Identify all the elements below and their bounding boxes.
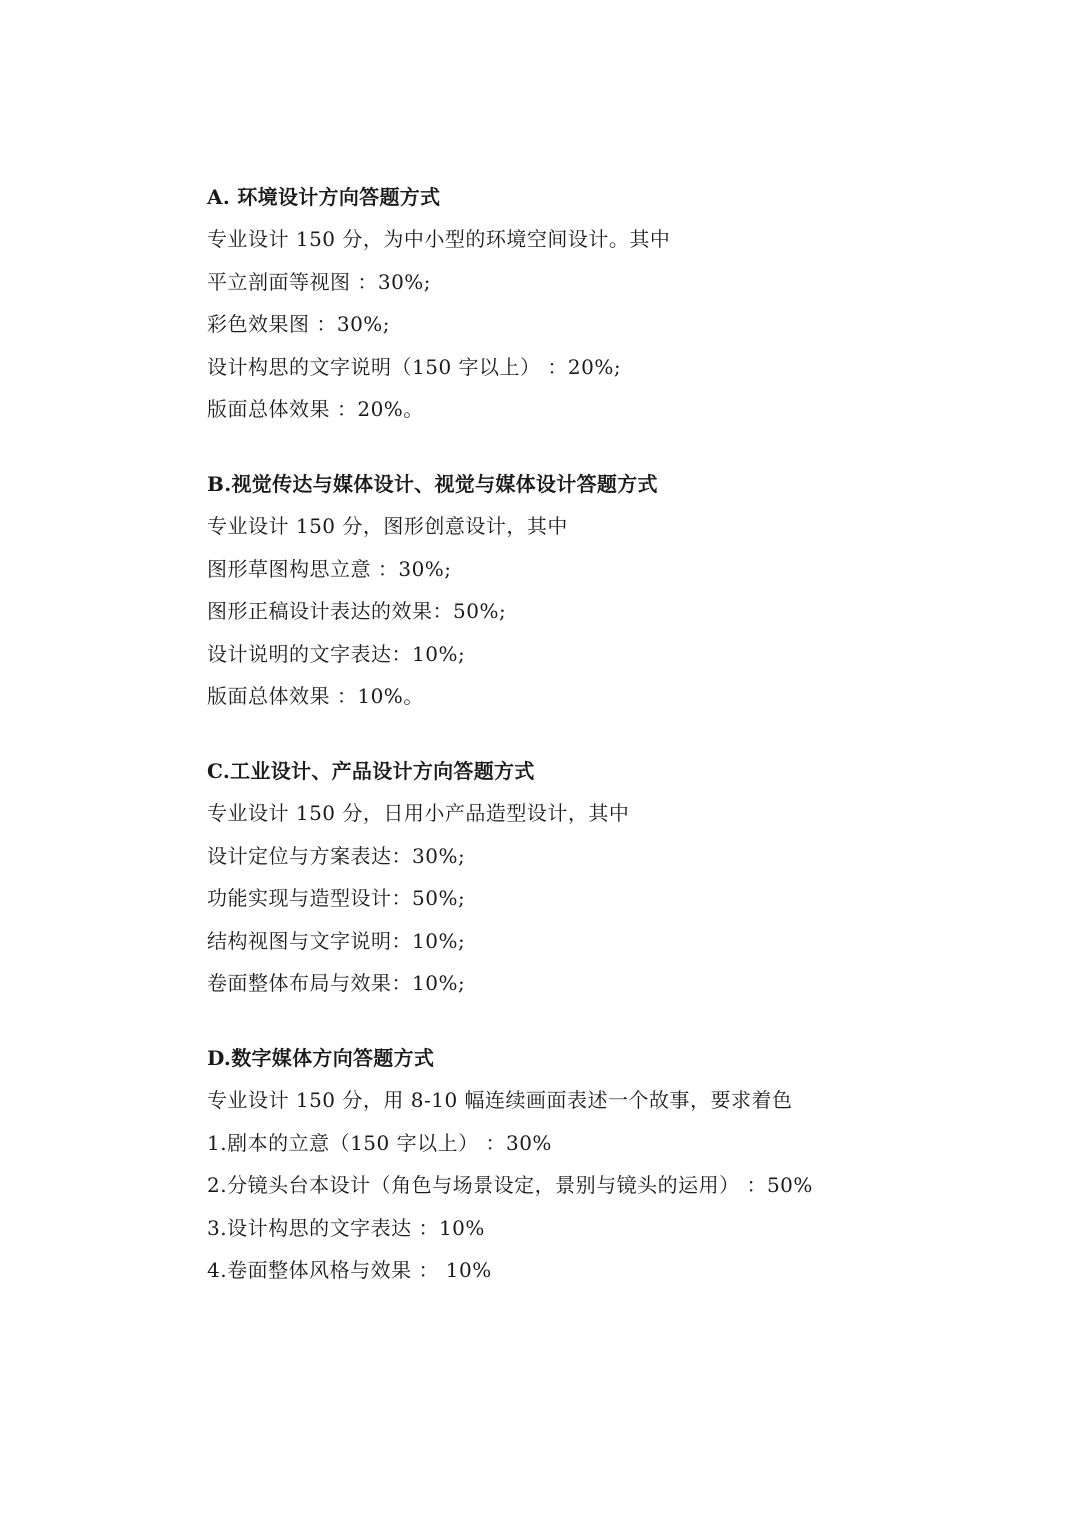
section-line: 卷面整体布局与效果：10%; [207, 971, 466, 996]
section-line: 设计构思的文字说明（150 字以上） ：20%; [207, 354, 622, 379]
section-line: 设计定位与方案表达：30%; [207, 843, 466, 868]
section-line: 平立剖面等视图 ：30%; [207, 269, 432, 294]
section-line: 专业设计 150 分，日用小产品造型设计，其中 [207, 800, 630, 825]
section-line: 专业设计 150 分，用 8-10 幅连续画面表述一个故事，要求着色 [207, 1087, 793, 1112]
section-line: 2.分镜头台本设计（角色与场景设定，景别与镜头的运用） ：50% [207, 1173, 813, 1198]
section-line: 功能实现与造型设计：50%; [207, 886, 466, 911]
section-line: 设计说明的文字表达：10%; [207, 641, 466, 666]
document-page [207, 176, 1007, 1292]
section-visual-communication [207, 463, 1007, 718]
section-heading: B.视觉传达与媒体设计、视觉与媒体设计答题方式 [207, 471, 658, 496]
section-line: 版面总体效果 ：20%。 [207, 397, 424, 422]
section-line: 版面总体效果 ：10%。 [207, 684, 424, 709]
section-line: 专业设计 150 分，为中小型的环境空间设计。其中 [207, 227, 671, 251]
section-line: 图形草图构思立意 ：30%; [207, 556, 452, 581]
section-heading: A. 环境设计方向答题方式 [207, 185, 441, 209]
section-line: 1.剧本的立意（150 字以上） ：30% [207, 1130, 552, 1155]
section-line: 3.设计构思的文字表达 ：10% [207, 1215, 485, 1240]
section-line: 图形正稿设计表达的效果：50%; [207, 599, 507, 624]
section-line: 4.卷面整体风格与效果 ： 10% [207, 1258, 492, 1283]
section-digital-media [207, 1037, 1007, 1292]
section-industrial-design [207, 750, 1007, 1005]
section-line: 专业设计 150 分，图形创意设计，其中 [207, 513, 568, 538]
section-heading: C.工业设计、产品设计方向答题方式 [207, 758, 535, 783]
section-line: 结构视图与文字说明：10%; [207, 928, 466, 953]
section-line: 彩色效果图 ：30%; [207, 312, 391, 337]
section-heading: D.数字媒体方向答题方式 [207, 1045, 435, 1070]
section-environment-design [207, 176, 1007, 431]
